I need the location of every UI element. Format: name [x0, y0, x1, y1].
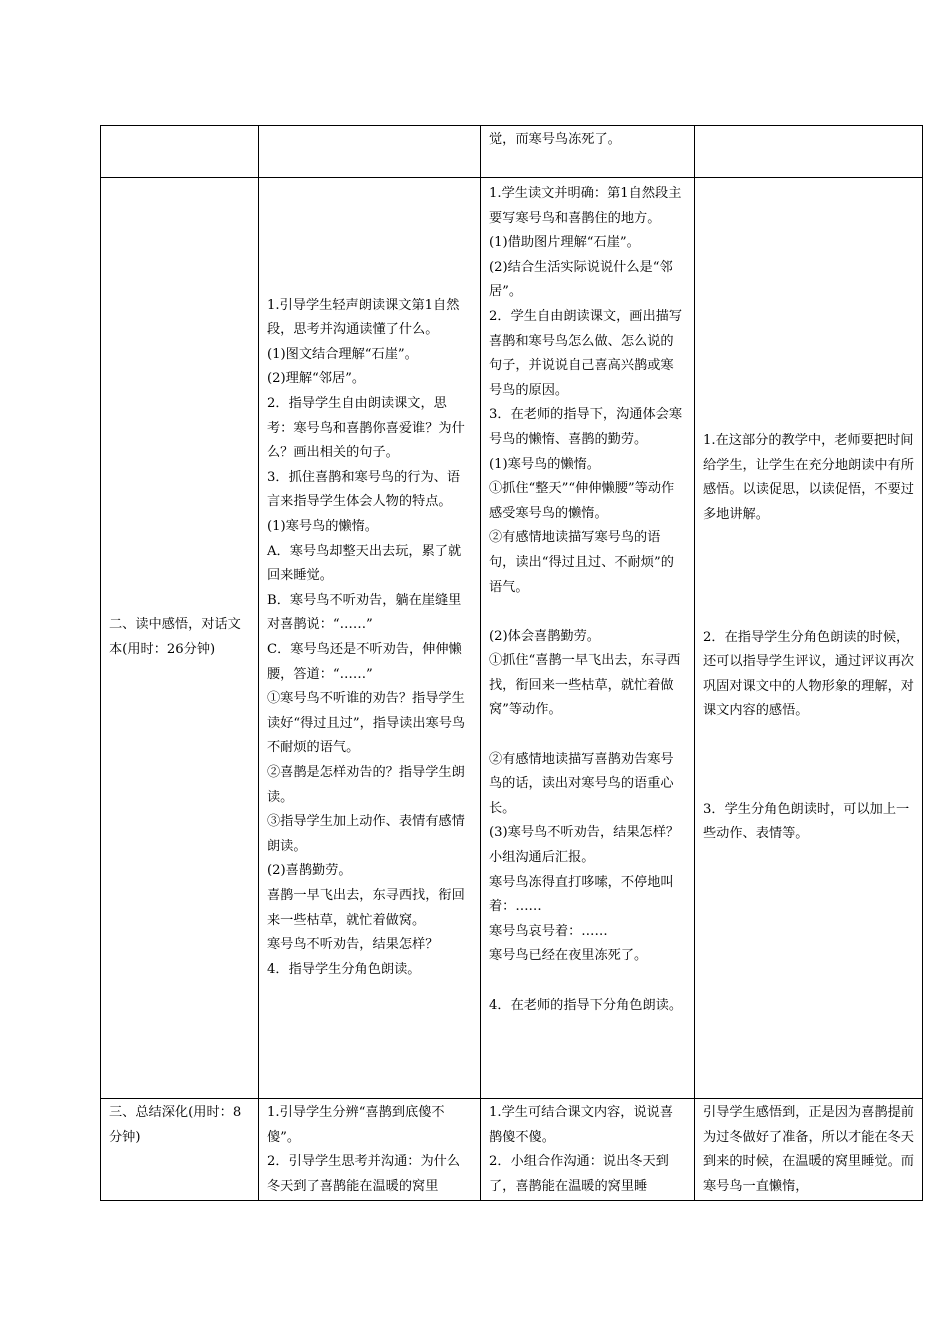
teacher-activity-cell — [259, 126, 481, 178]
teacher-line: (2)理解“邻居”。 — [267, 371, 366, 387]
student-line: (1)借助图片理解“石崖”。 — [489, 235, 640, 251]
stage-title: 二、读中感悟，对话文本(用时：26分钟) — [109, 617, 241, 657]
teacher-line: C．寒号鸟还是不听劝告，伸伸懒腰，答道：“……” — [267, 642, 462, 682]
student-line: (1)寒号鸟的懒惰。 — [489, 456, 600, 472]
blank-line — [489, 969, 686, 994]
table-row-summary — [101, 1099, 923, 1201]
student-line: ②有感情地读描写寒号鸟的语句，读出“得过且过、不耐烦”的语气。 — [489, 530, 674, 595]
teacher-line: 4．指导学生分角色朗读。 — [267, 961, 421, 977]
teacher-line: 寒号鸟不听劝告，结果怎样？ — [267, 937, 439, 953]
teacher-line: ②喜鹊是怎样劝告的？指导学生朗读。 — [267, 764, 465, 805]
teacher-line: 喜鹊一早飞出去，东寻西找，衔回来一些枯草，就忙着做窝。 — [267, 887, 465, 928]
blank-line — [703, 527, 914, 552]
student-line: ①抓住“整天”“伸伸懒腰”等动作感受寒号鸟的懒惰。 — [489, 481, 675, 521]
teacher-line: A．寒号鸟却整天出去玩，累了就回来睡觉。 — [267, 543, 462, 584]
student-line: (2)结合生活实际说说什么是“邻居”。 — [489, 259, 673, 300]
teacher-line: ①寒号鸟不听谁的劝告？指导学生读好“得过且过”，指导读出寒号鸟不耐烦的语气。 — [267, 691, 466, 756]
student-line: 1.学生读文并明确：第1自然段主要写寒号鸟和喜鹊住的地方。 — [489, 186, 682, 226]
student-line: (3)寒号鸟不听劝告，结果怎样？ — [489, 825, 680, 841]
student-activity-cell — [481, 1099, 695, 1201]
student-line: 2．学生自由朗读课文，画出描写喜鹊和寒号鸟怎么做、怎么说的句子，并说说自己喜高兴鹊或寒号鸟的原因。 — [489, 308, 683, 398]
student-line: 觉，而寒号鸟冻死了。 — [489, 132, 621, 147]
blank-line — [703, 724, 914, 749]
design-notes-cell — [695, 1099, 923, 1201]
student-line: 小组沟通后汇报。 — [489, 850, 595, 866]
teacher-line: 1.引导学生轻声朗读课文第1自然段，思考并沟通读懂了什么。 — [267, 297, 460, 338]
blank-line — [489, 723, 686, 748]
blank-line — [703, 552, 914, 577]
stage-cell — [101, 126, 259, 178]
student-activity-cell — [481, 178, 695, 1099]
student-line: 寒号鸟已经在夜里冻死了。 — [489, 948, 648, 964]
student-line: 3．在老师的指导下，沟通体会寒号鸟的懒惰、喜鹊的勤劳。 — [489, 407, 683, 447]
stage-cell — [101, 1099, 259, 1201]
teacher-line: (1)寒号鸟的懒惰。 — [267, 519, 378, 535]
note-line: 2．在指导学生分角色朗读的时候，还可以指导学生评议，通过评议再次巩固对课文中的人物形象的理解，对课文内容的感悟。 — [703, 629, 914, 719]
stage-title: 三、总结深化(用时：8分钟) — [109, 1105, 242, 1145]
blank-line — [703, 749, 914, 774]
student-line: (2)体会喜鹊勤劳。 — [489, 628, 600, 644]
blank-line — [703, 601, 914, 626]
teacher-line: ③指导学生加上动作、表情有感情朗读。 — [267, 814, 465, 854]
teacher-line: 2．引导学生思考并沟通：为什么冬天到了喜鹊能在温暖的窝里 — [267, 1154, 461, 1194]
note-line: 1.在这部分的教学中，老师要把时间给学生，让学生在充分地朗读中有所感悟。以读促思，以读促悟，不要过多地讲解。 — [703, 432, 914, 522]
teacher-line: B．寒号鸟不听劝告，躺在崖缝里对喜鹊说：“……” — [267, 592, 462, 633]
student-line: ②有感情地读描写喜鹊劝告寒号鸟的话，读出对寒号鸟的语重心长。 — [489, 751, 674, 816]
student-line: 2．小组合作沟通：说出冬天到了，喜鹊能在温暖的窝里睡 — [489, 1154, 669, 1194]
student-line: ①抓住“喜鹊一早飞出去，东寻西找，衔回来一些枯草，就忙着做窝”等动作。 — [489, 653, 681, 718]
teacher-line: (2)喜鹊勤劳。 — [267, 863, 352, 879]
student-line: 寒号鸟冻得直打哆嗦，不停地叫着：…… — [489, 874, 674, 915]
blank-line — [703, 577, 914, 602]
stage-cell — [101, 178, 259, 1099]
teacher-line: (1)图文结合理解“石崖”。 — [267, 346, 418, 362]
student-activity-cell — [481, 126, 695, 178]
lesson-plan-table — [100, 125, 923, 1201]
teacher-line: 2．指导学生自由朗读课文，思考：寒号鸟和喜鹊你喜爱谁？为什么？画出相关的句子。 — [267, 396, 465, 461]
teacher-activity-cell — [259, 1099, 481, 1201]
design-notes-cell — [695, 178, 923, 1099]
note-line: 3．学生分角色朗读时，可以加上一些动作、表情等。 — [703, 801, 910, 842]
blank-line — [703, 773, 914, 798]
teacher-line: 1.引导学生分辨“喜鹊到底傻不傻”。 — [267, 1105, 445, 1145]
student-line: 寒号鸟哀号着：…… — [489, 923, 608, 939]
table-row-continued — [101, 126, 923, 178]
teacher-activity-cell — [259, 178, 481, 1099]
table-row-reading — [101, 178, 923, 1099]
blank-line — [489, 600, 686, 625]
design-notes-cell — [695, 126, 923, 178]
note-line: 引导学生感悟到，正是因为喜鹊提前为过冬做好了准备，所以才能在冬天到来的时候，在温暖的窝里睡觉。而寒号鸟一直懒惰， — [703, 1105, 914, 1194]
student-line: 1.学生可结合课文内容，说说喜鹊傻不傻。 — [489, 1105, 674, 1145]
teacher-line: 3．抓住喜鹊和寒号鸟的行为、语言来指导学生体会人物的特点。 — [267, 469, 461, 510]
student-line: 4．在老师的指导下分角色朗读。 — [489, 997, 683, 1013]
